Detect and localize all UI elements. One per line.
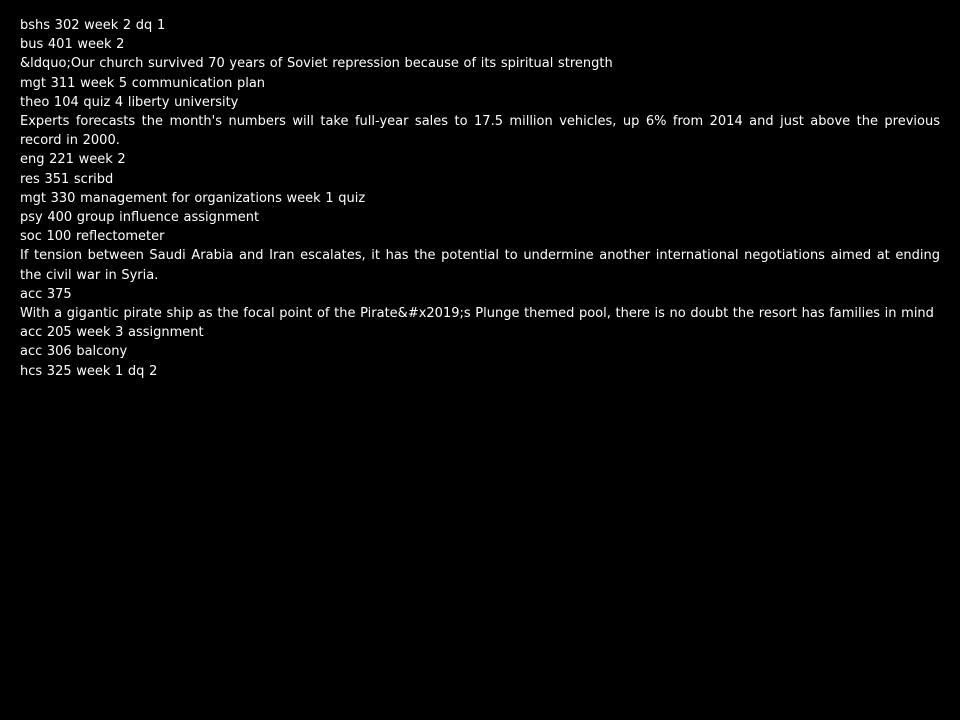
text-line: If tension between Saudi Arabia and Iran escalates, it has the potential to undermine another international negotiations aimed at ending the civil war in Syria. (20, 248, 940, 283)
text-list (20, 16, 940, 381)
text-line: eng 221 week 2 (20, 152, 126, 168)
text-line: acc 205 week 3 assignment (20, 325, 204, 341)
text-line: psy 400 group influence assignment (20, 210, 260, 226)
text-line: bus 401 week 2 (20, 37, 125, 53)
text-line: acc 306 balcony (20, 344, 128, 360)
text-line: bshs 302 week 2 dq 1 (20, 18, 166, 33)
text-line: res 351 scribd (20, 171, 114, 187)
text-line: &ldquo;Our church survived 70 years of Soviet repression because of its spiritual strength (20, 56, 613, 72)
text-line: Experts forecasts the month's numbers will take full-year sales to 17.5 million vehicles, up 6% from 2014 and just above the previous record in 2000. (20, 114, 940, 149)
text-line: mgt 311 week 5 communication plan (20, 75, 266, 91)
text-line: mgt 330 management for organizations week 1 quiz (20, 190, 366, 206)
text-line: soc 100 reflectometer (20, 229, 165, 245)
text-line: With a gigantic pirate ship as the focal point of the Pirate&#x2019;s Plunge themed pool, there is no doubt the resort has families in mind (20, 306, 934, 322)
text-line: hcs 325 week 1 dq 2 (20, 363, 158, 379)
text-line: theo 104 quiz 4 liberty university (20, 94, 239, 110)
text-line: acc 375 (20, 286, 72, 302)
